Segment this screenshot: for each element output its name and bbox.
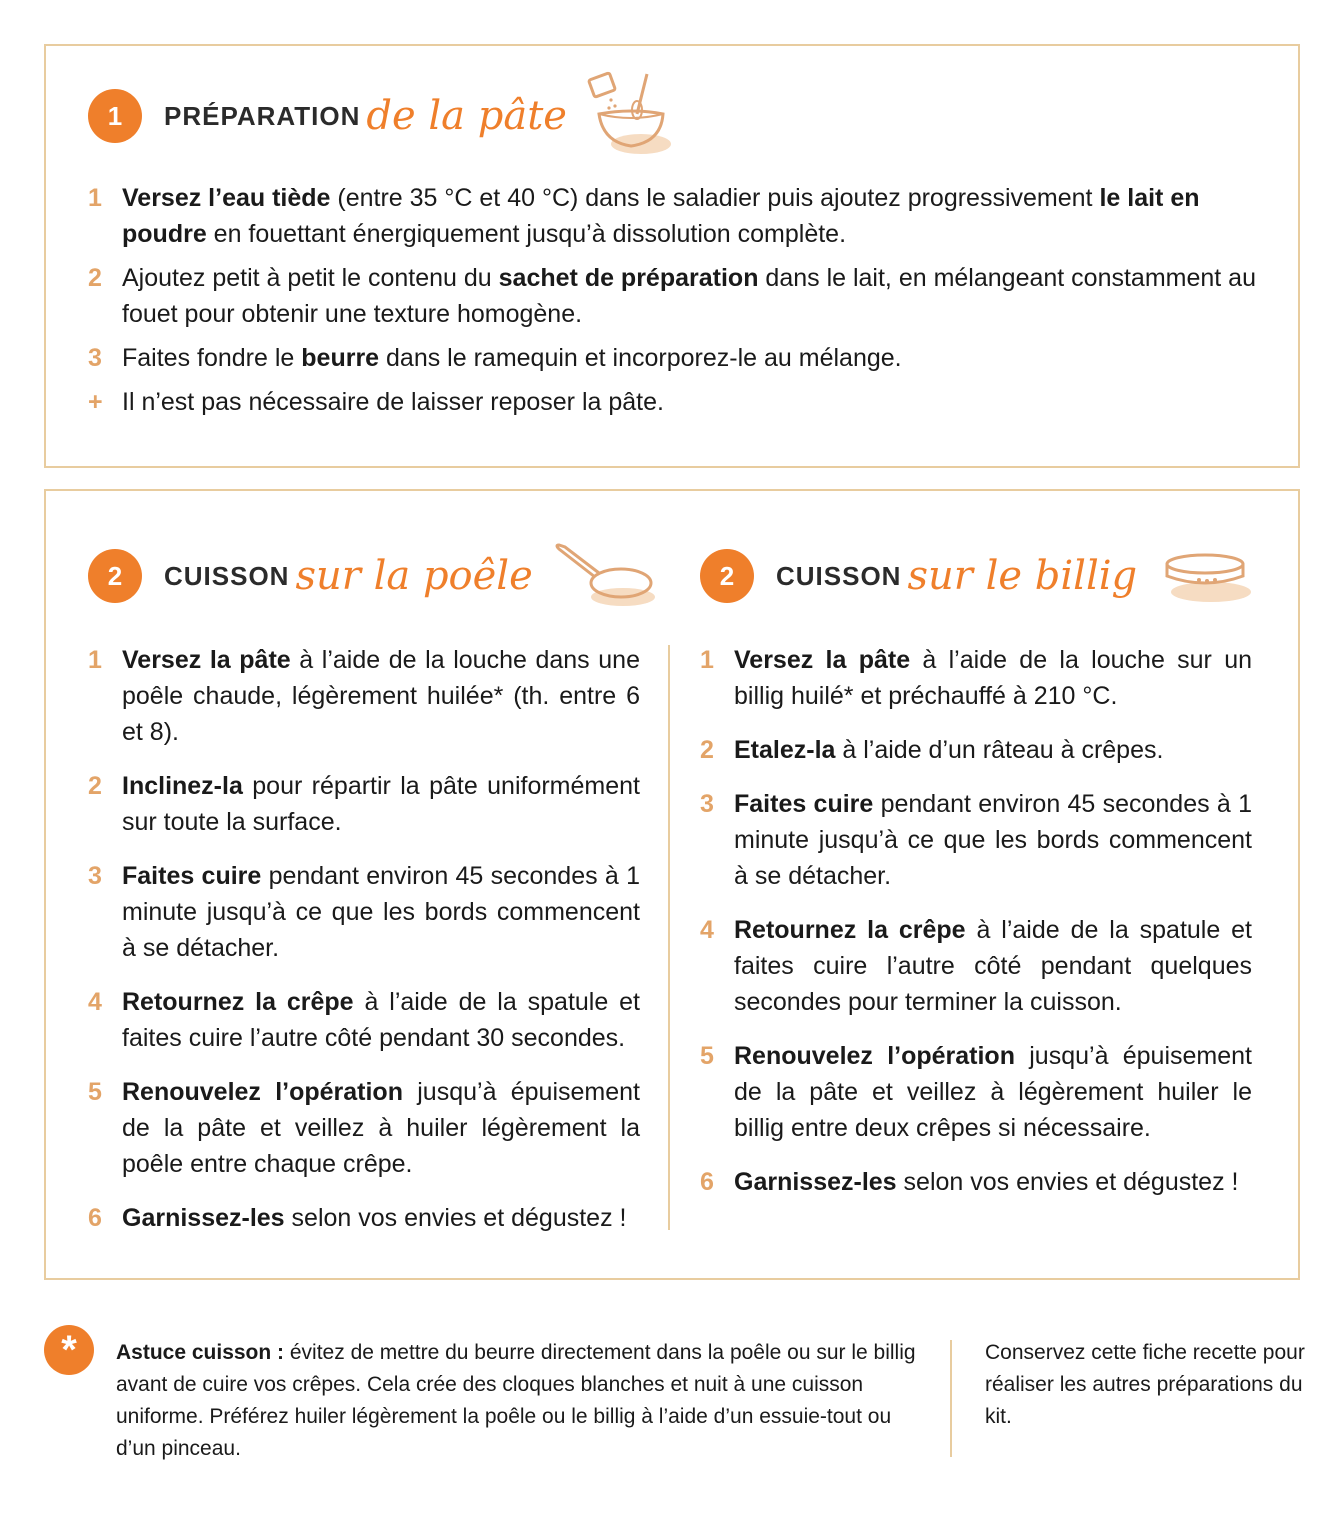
step-text: selon vos envies et dégustez ! <box>284 1204 627 1232</box>
list-item <box>88 384 1258 420</box>
step-text: Il n’est pas nécessaire de laisser reposer la pâte. <box>122 388 664 416</box>
bowl-whisk-icon <box>585 70 677 162</box>
step-text: à l’aide d’un râteau à crêpes. <box>835 736 1164 764</box>
frying-pan-icon <box>551 541 661 611</box>
step-number: 2 <box>700 736 714 764</box>
list-item <box>88 642 640 750</box>
step-number: 2 <box>88 772 102 800</box>
step-text: pour répartir la pâte uniformément sur toute la surface. <box>122 772 640 836</box>
list-item <box>88 260 1258 332</box>
step-number-badge: 1 <box>88 89 142 143</box>
list-item <box>88 984 640 1056</box>
step-bold: Garnissez-les <box>734 1168 897 1196</box>
step-text: Faites fondre le <box>122 344 302 372</box>
billig-icon <box>1155 546 1255 606</box>
keep-note: Conservez cette fiche recette pour réaliser les autres préparations du kit. <box>985 1341 1305 1428</box>
preparation-heading <box>88 86 677 146</box>
step-number: 3 <box>700 790 714 818</box>
step-number: 1 <box>700 646 714 674</box>
step-bold: Etalez-la <box>734 736 836 764</box>
heading-caps: PRÉPARATION <box>164 100 361 131</box>
heading-caps: CUISSON <box>776 560 902 591</box>
footer-divider <box>950 1340 952 1457</box>
step-text: Ajoutez petit à petit le contenu du <box>122 264 499 292</box>
heading-script: sur le billig <box>907 553 1138 599</box>
list-item <box>700 1038 1252 1146</box>
step-number: 1 <box>88 184 102 212</box>
step-bold: sachet de préparation <box>498 264 759 292</box>
step-number: 4 <box>700 916 714 944</box>
step-bold: Faites cuire <box>122 862 262 890</box>
tip-paragraph <box>116 1337 924 1465</box>
tip-body: évitez de mettre du beurre directement dans la poêle ou sur le billig avant de cuire vos crêpes. Cela crée des cloques blanches et nuit à une cuisson uniforme. Préférez huiler légèrement la poêle ou le billig à l’aide d’un essuie-tout ou d’un pinceau. <box>116 1341 916 1460</box>
list-item <box>700 642 1252 714</box>
list-item <box>88 1074 640 1182</box>
step-bold: Renouvelez l’opération <box>734 1042 1015 1070</box>
heading-caps: CUISSON <box>164 560 290 591</box>
column-divider <box>668 645 670 1230</box>
step-bold: Faites cuire <box>734 790 874 818</box>
step-text: à l’aide de la spatule et faites cuire l’autre côté pendant quelques secondes pour terminer la cuisson. <box>734 916 1252 1016</box>
billig-heading <box>700 546 1255 606</box>
step-text: en fouettant énergiquement jusqu’à dissolution complète. <box>206 220 847 248</box>
asterisk-icon: * <box>44 1325 94 1375</box>
list-item <box>88 340 1258 376</box>
step-number: 6 <box>700 1168 714 1196</box>
step-number: 5 <box>88 1078 102 1106</box>
list-item <box>700 1164 1252 1200</box>
step-text: pendant environ 45 secondes à 1 minute jusqu’à ce que les bords commencent à se détacher. <box>122 862 640 962</box>
step-number: 6 <box>88 1204 102 1232</box>
list-item <box>88 180 1258 252</box>
step-bold: Retournez la crêpe <box>122 988 354 1016</box>
step-number: 3 <box>88 344 102 372</box>
step-text: à l’aide de la spatule et faites cuire l’autre côté pendant 30 secondes. <box>122 988 640 1052</box>
step-bold: Retournez la crêpe <box>734 916 966 944</box>
step-number: 1 <box>88 646 102 674</box>
step-text: pendant environ 45 secondes à 1 minute jusqu’à ce que les bords commencent à se détacher. <box>734 790 1252 890</box>
heading-script: sur la poêle <box>295 553 533 599</box>
list-item <box>700 732 1252 768</box>
step-bold: Versez la pâte <box>122 646 291 674</box>
poele-steps <box>88 642 640 1254</box>
step-bold: Versez l’eau tiède <box>122 184 331 212</box>
step-number: 4 <box>88 988 102 1016</box>
step-text: à l’aide de la louche dans une poêle chaude, légèrement huilée* (th. entre 6 et 8). <box>122 646 640 746</box>
step-bold: Inclinez-la <box>122 772 243 800</box>
preparation-steps <box>88 180 1258 428</box>
step-bold: Renouvelez l’opération <box>122 1078 403 1106</box>
step-text: (entre 35 °C et 40 °C) dans le saladier puis ajoutez progressivement <box>330 184 1100 212</box>
heading-script: de la pâte <box>366 93 567 139</box>
step-bold: le lait en poudre <box>122 184 1200 248</box>
step-number-badge: 2 <box>88 549 142 603</box>
step-bold: Garnissez-les <box>122 1204 285 1232</box>
billig-steps <box>700 642 1252 1218</box>
list-item <box>700 786 1252 894</box>
step-number: 2 <box>88 264 102 292</box>
step-bold: Versez la pâte <box>734 646 911 674</box>
step-number: 5 <box>700 1042 714 1070</box>
step-text: jusqu’à épuisement de la pâte et veillez à légèrement huiler le billig entre deux crêpes si nécessaire. <box>734 1042 1252 1142</box>
step-text: dans le lait, en mélangeant constamment au fouet pour obtenir une texture homogène. <box>122 264 1256 328</box>
list-item <box>88 858 640 966</box>
list-item <box>88 1200 640 1236</box>
step-number-badge: 2 <box>700 549 754 603</box>
poele-heading <box>88 546 661 606</box>
step-text: dans le ramequin et incorporez-le au mélange. <box>379 344 902 372</box>
step-number: + <box>88 388 103 416</box>
step-number: 3 <box>88 862 102 890</box>
list-item <box>88 768 640 840</box>
step-text: jusqu’à épuisement de la pâte et veillez à huiler légèrement la poêle entre chaque crêpe. <box>122 1078 640 1178</box>
list-item <box>700 912 1252 1020</box>
step-text: à l’aide de la louche sur un billig huilé* et préchauffé à 210 °C. <box>734 646 1252 710</box>
tip-label: Astuce cuisson : <box>116 1341 285 1364</box>
step-bold: beurre <box>301 344 380 372</box>
step-text: selon vos envies et dégustez ! <box>896 1168 1239 1196</box>
